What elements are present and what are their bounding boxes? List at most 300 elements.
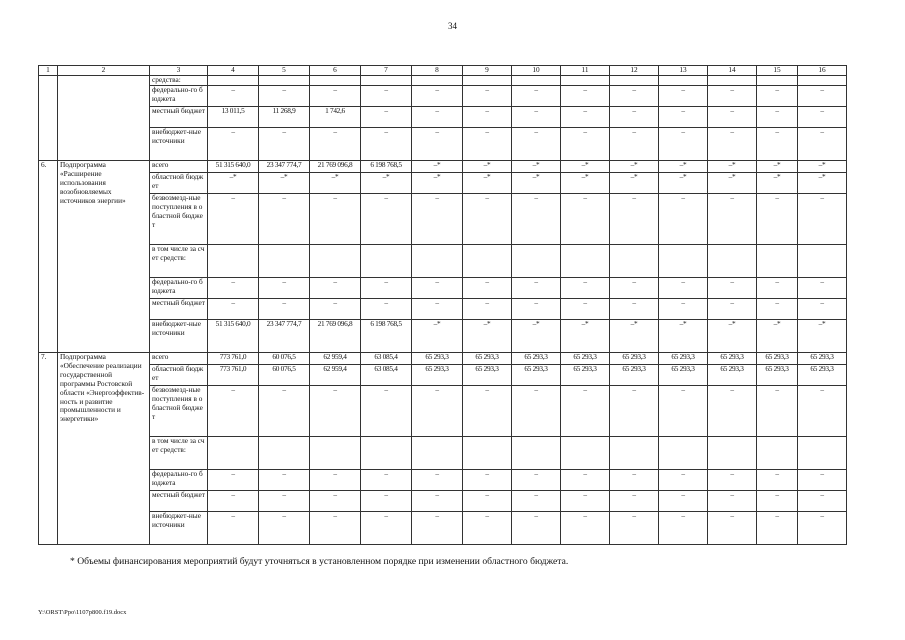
table-row: [39, 107, 847, 128]
value-cell: –*: [757, 320, 798, 353]
column-number: 13: [659, 66, 708, 76]
value-cell: [610, 76, 659, 86]
value-cell: [512, 245, 561, 278]
column-number: 15: [757, 66, 798, 76]
subprogram-name: Подпрограмма «Обеспечение реализации государственной программы Ростовской области «Энергоэффектив-ность и развитие промышленности и энергетики»: [58, 353, 150, 545]
column-number: 1: [39, 66, 58, 76]
value-cell: –: [512, 107, 561, 128]
value-cell: –: [361, 512, 412, 545]
value-cell: 23 347 774,7: [259, 161, 310, 173]
value-cell: –: [610, 86, 659, 107]
value-cell: –: [208, 470, 259, 491]
value-cell: –: [463, 107, 512, 128]
value-cell: –: [757, 470, 798, 491]
value-cell: –: [361, 386, 412, 437]
value-cell: –: [659, 386, 708, 437]
value-cell: –: [463, 386, 512, 437]
value-cell: –: [798, 86, 847, 107]
value-cell: –*: [708, 320, 757, 353]
value-cell: –: [361, 299, 412, 320]
value-cell: –*: [561, 320, 610, 353]
value-cell: 65 293,3: [757, 365, 798, 386]
number-cell: [39, 86, 58, 107]
value-cell: [412, 76, 463, 86]
value-cell: –: [259, 386, 310, 437]
value-cell: [259, 76, 310, 86]
column-number: 6: [310, 66, 361, 76]
value-cell: [463, 437, 512, 470]
value-cell: [798, 245, 847, 278]
column-number: 4: [208, 66, 259, 76]
value-cell: –: [310, 470, 361, 491]
value-cell: 60 076,5: [259, 353, 310, 365]
value-cell: –*: [412, 320, 463, 353]
value-cell: –: [512, 128, 561, 161]
value-cell: [310, 76, 361, 86]
number-cell: [39, 128, 58, 161]
column-number: 8: [412, 66, 463, 76]
value-cell: [561, 245, 610, 278]
value-cell: –: [610, 299, 659, 320]
value-cell: [610, 245, 659, 278]
value-cell: [561, 437, 610, 470]
value-cell: –*: [412, 173, 463, 194]
source-cell: безвозмезд-ные поступления в областной бюджет: [150, 194, 208, 245]
table-row: [39, 491, 847, 512]
value-cell: [512, 437, 561, 470]
value-cell: –: [708, 470, 757, 491]
table-row: [39, 86, 847, 107]
value-cell: –*: [798, 161, 847, 173]
source-cell: федерально-го бюджета: [150, 278, 208, 299]
source-cell: в том числе за счет средств:: [150, 245, 208, 278]
value-cell: 65 293,3: [463, 365, 512, 386]
value-cell: –: [757, 278, 798, 299]
value-cell: –: [561, 491, 610, 512]
value-cell: [659, 76, 708, 86]
value-cell: [310, 437, 361, 470]
value-cell: –: [659, 299, 708, 320]
table-row: [39, 320, 847, 353]
value-cell: –: [208, 299, 259, 320]
value-cell: –: [361, 491, 412, 512]
value-cell: 65 293,3: [512, 365, 561, 386]
value-cell: –: [708, 278, 757, 299]
value-cell: –: [310, 194, 361, 245]
value-cell: –: [659, 470, 708, 491]
value-cell: –*: [561, 161, 610, 173]
value-cell: [708, 437, 757, 470]
value-cell: –: [610, 194, 659, 245]
number-cell: [39, 107, 58, 128]
column-number: 10: [512, 66, 561, 76]
value-cell: –: [463, 86, 512, 107]
column-number: 9: [463, 66, 512, 76]
source-cell: областной бюджет: [150, 365, 208, 386]
value-cell: 6 198 768,5: [361, 320, 412, 353]
value-cell: [361, 437, 412, 470]
value-cell: –: [708, 491, 757, 512]
name-cell: [58, 128, 150, 161]
value-cell: –: [659, 512, 708, 545]
value-cell: 65 293,3: [798, 353, 847, 365]
value-cell: –: [259, 86, 310, 107]
value-cell: –: [208, 491, 259, 512]
source-cell: местный бюджет: [150, 107, 208, 128]
page-number: 34: [448, 21, 457, 31]
value-cell: –: [310, 299, 361, 320]
value-cell: 51 315 640,0: [208, 320, 259, 353]
footnote: * Объемы финансирования мероприятий будут уточняться в установленном порядке при изменении областного бюджета.: [70, 556, 569, 567]
value-cell: –: [561, 86, 610, 107]
value-cell: –: [512, 194, 561, 245]
value-cell: –*: [659, 173, 708, 194]
value-cell: [757, 245, 798, 278]
value-cell: –: [412, 386, 463, 437]
value-cell: 773 761,0: [208, 353, 259, 365]
value-cell: –: [512, 386, 561, 437]
value-cell: –*: [659, 320, 708, 353]
value-cell: 65 293,3: [610, 353, 659, 365]
value-cell: –: [361, 278, 412, 299]
value-cell: –*: [561, 173, 610, 194]
value-cell: [708, 245, 757, 278]
value-cell: 65 293,3: [757, 353, 798, 365]
value-cell: –: [412, 491, 463, 512]
value-cell: –: [512, 299, 561, 320]
value-cell: –*: [757, 161, 798, 173]
subprogram-name: Подпрограмма «Расширение использования возобновляемых источников энергии»: [58, 161, 150, 353]
value-cell: [659, 437, 708, 470]
value-cell: –: [463, 512, 512, 545]
column-number: 12: [610, 66, 659, 76]
value-cell: –: [512, 86, 561, 107]
table-row: [39, 512, 847, 545]
value-cell: 65 293,3: [412, 353, 463, 365]
value-cell: [310, 245, 361, 278]
value-cell: –: [757, 386, 798, 437]
table-row: [39, 245, 847, 278]
value-cell: –: [659, 128, 708, 161]
table-row: [39, 365, 847, 386]
value-cell: 65 293,3: [561, 353, 610, 365]
value-cell: –: [757, 512, 798, 545]
value-cell: –: [412, 128, 463, 161]
value-cell: –: [310, 491, 361, 512]
value-cell: –*: [463, 320, 512, 353]
value-cell: –: [659, 194, 708, 245]
value-cell: –: [659, 491, 708, 512]
value-cell: [512, 76, 561, 86]
value-cell: –: [208, 128, 259, 161]
value-cell: 65 293,3: [463, 353, 512, 365]
value-cell: –*: [463, 173, 512, 194]
value-cell: –*: [708, 173, 757, 194]
value-cell: –: [708, 128, 757, 161]
value-cell: –: [361, 470, 412, 491]
value-cell: 65 293,3: [512, 353, 561, 365]
value-cell: 65 293,3: [708, 365, 757, 386]
column-number: 3: [150, 66, 208, 76]
value-cell: –: [259, 470, 310, 491]
value-cell: 62 959,4: [310, 365, 361, 386]
table-row: [39, 76, 847, 86]
column-number: 5: [259, 66, 310, 76]
value-cell: –: [561, 299, 610, 320]
value-cell: [757, 76, 798, 86]
source-cell: безвозмезд-ные поступления в областной бюджет: [150, 386, 208, 437]
table-row: [39, 161, 847, 173]
value-cell: [659, 245, 708, 278]
value-cell: –: [708, 107, 757, 128]
value-cell: –: [259, 299, 310, 320]
subprogram-number: 7.: [39, 353, 58, 545]
value-cell: –: [463, 128, 512, 161]
value-cell: –: [512, 278, 561, 299]
value-cell: –: [463, 491, 512, 512]
value-cell: [798, 437, 847, 470]
value-cell: –: [259, 278, 310, 299]
value-cell: –: [561, 278, 610, 299]
value-cell: [561, 76, 610, 86]
value-cell: –: [659, 86, 708, 107]
value-cell: –: [708, 194, 757, 245]
value-cell: 21 769 096,8: [310, 161, 361, 173]
value-cell: 65 293,3: [412, 365, 463, 386]
value-cell: –: [361, 107, 412, 128]
value-cell: –: [757, 128, 798, 161]
column-number: 16: [798, 66, 847, 76]
value-cell: –: [361, 194, 412, 245]
table-row: [39, 353, 847, 365]
value-cell: –: [310, 128, 361, 161]
value-cell: –: [412, 194, 463, 245]
value-cell: –: [463, 299, 512, 320]
column-number: 14: [708, 66, 757, 76]
value-cell: 11 268,9: [259, 107, 310, 128]
financing-table: [38, 65, 847, 545]
value-cell: –: [463, 278, 512, 299]
value-cell: 65 293,3: [610, 365, 659, 386]
source-cell: федерально-го бюджета: [150, 86, 208, 107]
source-cell: местный бюджет: [150, 299, 208, 320]
value-cell: –: [208, 194, 259, 245]
value-cell: –: [361, 128, 412, 161]
value-cell: –: [310, 278, 361, 299]
value-cell: –: [259, 128, 310, 161]
table-row: [39, 194, 847, 245]
value-cell: 65 293,3: [659, 353, 708, 365]
value-cell: –*: [798, 173, 847, 194]
source-cell: внебюджет-ные источники: [150, 128, 208, 161]
value-cell: –: [798, 512, 847, 545]
value-cell: –: [659, 278, 708, 299]
value-cell: –: [659, 107, 708, 128]
value-cell: –: [412, 470, 463, 491]
value-cell: –: [708, 86, 757, 107]
column-number: 2: [58, 66, 150, 76]
value-cell: –: [412, 278, 463, 299]
source-cell: внебюджет-ные источники: [150, 320, 208, 353]
value-cell: –: [798, 470, 847, 491]
name-cell: [58, 76, 150, 86]
value-cell: [259, 437, 310, 470]
value-cell: –*: [259, 173, 310, 194]
value-cell: [610, 437, 659, 470]
table-row: [39, 470, 847, 491]
table-row: [39, 437, 847, 470]
value-cell: [361, 76, 412, 86]
value-cell: –: [757, 491, 798, 512]
value-cell: –: [259, 194, 310, 245]
value-cell: –: [412, 299, 463, 320]
value-cell: 13 011,5: [208, 107, 259, 128]
subprogram-number: 6.: [39, 161, 58, 353]
value-cell: –: [561, 386, 610, 437]
value-cell: –*: [610, 161, 659, 173]
value-cell: –: [208, 86, 259, 107]
value-cell: [208, 245, 259, 278]
source-cell: средства:: [150, 76, 208, 86]
value-cell: –: [512, 470, 561, 491]
table-row: [39, 128, 847, 161]
value-cell: –: [208, 386, 259, 437]
value-cell: –: [798, 128, 847, 161]
table-row: [39, 386, 847, 437]
value-cell: –*: [310, 173, 361, 194]
value-cell: –*: [659, 161, 708, 173]
value-cell: –: [610, 491, 659, 512]
column-number: 11: [561, 66, 610, 76]
value-cell: [757, 437, 798, 470]
value-cell: –: [610, 278, 659, 299]
source-cell: областной бюджет: [150, 173, 208, 194]
value-cell: –: [561, 512, 610, 545]
value-cell: –: [798, 491, 847, 512]
value-cell: –: [757, 107, 798, 128]
value-cell: –: [512, 491, 561, 512]
value-cell: –: [561, 107, 610, 128]
value-cell: –: [361, 86, 412, 107]
table-row: [39, 299, 847, 320]
value-cell: –: [798, 278, 847, 299]
value-cell: [798, 76, 847, 86]
value-cell: –*: [610, 173, 659, 194]
value-cell: –*: [512, 320, 561, 353]
value-cell: –: [610, 470, 659, 491]
value-cell: 65 293,3: [561, 365, 610, 386]
value-cell: –*: [361, 173, 412, 194]
value-cell: –*: [757, 173, 798, 194]
value-cell: 51 315 640,0: [208, 161, 259, 173]
value-cell: 63 085,4: [361, 365, 412, 386]
value-cell: –*: [610, 320, 659, 353]
value-cell: –: [798, 386, 847, 437]
value-cell: –: [757, 86, 798, 107]
value-cell: –: [708, 299, 757, 320]
value-cell: –*: [798, 320, 847, 353]
value-cell: –: [610, 107, 659, 128]
value-cell: –: [512, 512, 561, 545]
value-cell: –*: [512, 161, 561, 173]
source-cell: всего: [150, 353, 208, 365]
value-cell: –: [310, 512, 361, 545]
value-cell: –: [412, 512, 463, 545]
value-cell: –: [412, 107, 463, 128]
value-cell: –: [757, 299, 798, 320]
value-cell: [412, 437, 463, 470]
source-cell: федерально-го бюджета: [150, 470, 208, 491]
value-cell: –: [208, 512, 259, 545]
name-cell: [58, 86, 150, 107]
value-cell: [463, 76, 512, 86]
value-cell: –: [798, 107, 847, 128]
value-cell: [208, 437, 259, 470]
value-cell: 65 293,3: [798, 365, 847, 386]
value-cell: 23 347 774,7: [259, 320, 310, 353]
value-cell: –*: [208, 173, 259, 194]
value-cell: –: [561, 194, 610, 245]
value-cell: –: [798, 194, 847, 245]
source-cell: внебюджет-ные источники: [150, 512, 208, 545]
value-cell: 63 085,4: [361, 353, 412, 365]
table-row: [39, 278, 847, 299]
value-cell: –*: [463, 161, 512, 173]
table-row: [39, 173, 847, 194]
value-cell: –: [412, 86, 463, 107]
header-row: [39, 66, 847, 76]
value-cell: –: [259, 491, 310, 512]
value-cell: –: [610, 386, 659, 437]
value-cell: [208, 76, 259, 86]
value-cell: –*: [412, 161, 463, 173]
value-cell: 62 959,4: [310, 353, 361, 365]
value-cell: –: [259, 512, 310, 545]
value-cell: –: [310, 386, 361, 437]
value-cell: –: [208, 278, 259, 299]
value-cell: [463, 245, 512, 278]
source-cell: всего: [150, 161, 208, 173]
value-cell: –: [463, 194, 512, 245]
column-number: 7: [361, 66, 412, 76]
value-cell: –: [757, 194, 798, 245]
value-cell: –*: [708, 161, 757, 173]
value-cell: –: [708, 386, 757, 437]
value-cell: [361, 245, 412, 278]
value-cell: 6 198 768,5: [361, 161, 412, 173]
value-cell: 1 742,6: [310, 107, 361, 128]
source-cell: в том числе за счет средств:: [150, 437, 208, 470]
value-cell: –: [310, 86, 361, 107]
number-cell: [39, 76, 58, 86]
value-cell: –: [798, 299, 847, 320]
value-cell: –*: [512, 173, 561, 194]
name-cell: [58, 107, 150, 128]
value-cell: –: [708, 512, 757, 545]
value-cell: 21 769 096,8: [310, 320, 361, 353]
source-cell: местный бюджет: [150, 491, 208, 512]
value-cell: [708, 76, 757, 86]
value-cell: 773 761,0: [208, 365, 259, 386]
value-cell: –: [463, 470, 512, 491]
file-path: Y:\ORST\Ppo\1107p800.f19.docx: [38, 609, 127, 616]
value-cell: –: [561, 470, 610, 491]
value-cell: [259, 245, 310, 278]
value-cell: –: [610, 128, 659, 161]
value-cell: 65 293,3: [659, 365, 708, 386]
value-cell: –: [610, 512, 659, 545]
value-cell: 65 293,3: [708, 353, 757, 365]
